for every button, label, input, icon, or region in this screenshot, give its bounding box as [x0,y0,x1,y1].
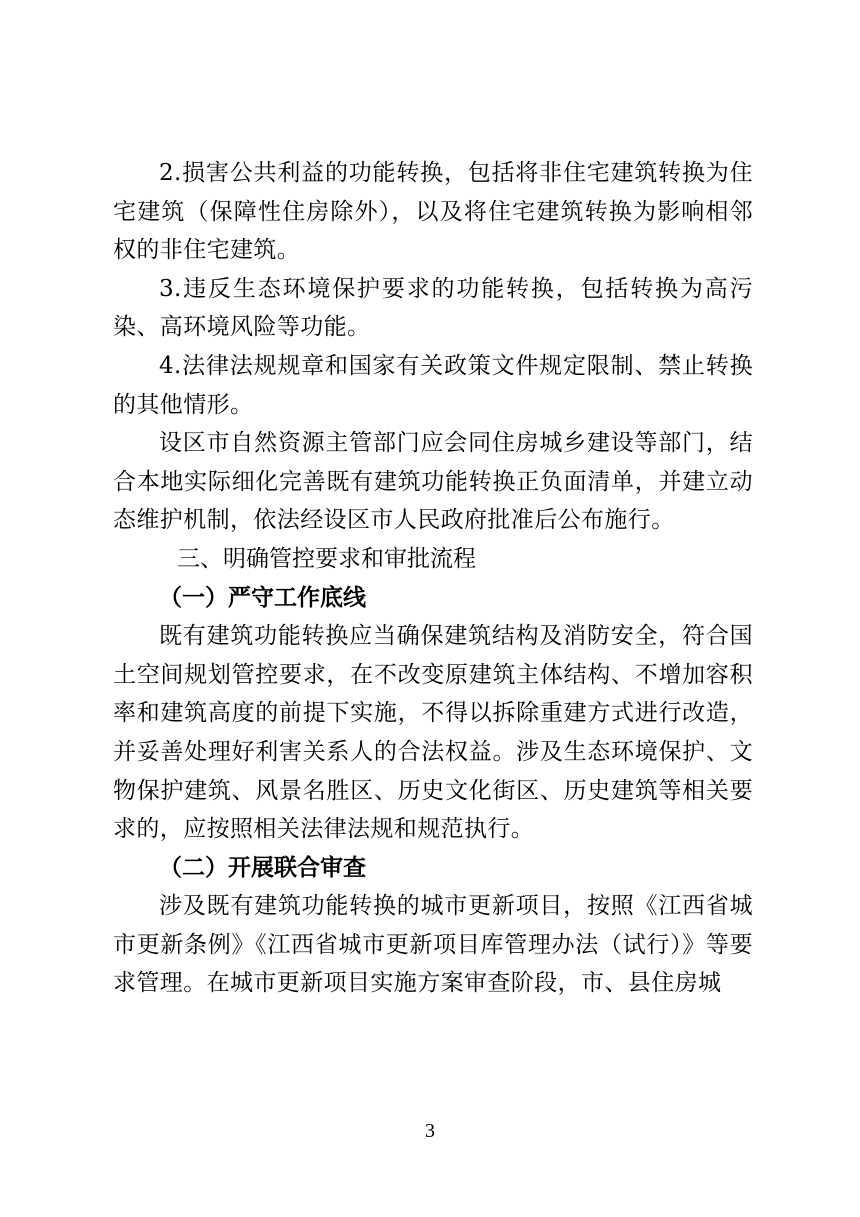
document-body [113,154,753,1003]
paragraph-item-2: 2.损害公共利益的功能转换，包括将非住宅建筑转换为住宅建筑（保障性住房除外），以及将住宅建筑转换为影响相邻权的非住宅建筑。 [113,160,753,264]
section-heading-3: 三、明确管控要求和审批流程 [177,545,476,572]
paragraph-item-4: 4.法律法规规章和国家有关政策文件规定限制、禁止转换的其他情形。 [113,352,753,418]
subsection-heading-2: （二）开展联合审查 [159,854,366,881]
subsection-heading-1: （一）严守工作底线 [159,584,366,611]
paragraph-joint-review: 涉及既有建筑功能转换的城市更新项目，按照《江西省城市更新条例》《江西省城市更新项目库管理办法（试行）》等要求管理。在城市更新项目实施方案审查阶段，市、县住房城 [113,893,753,997]
paragraph-list-maintenance: 设区市自然资源主管部门应会同住房城乡建设等部门，结合本地实际细化完善既有建筑功能转换正负面清单，并建立动态维护机制，依法经设区市人民政府批准后公布施行。 [113,430,753,534]
paragraph-work-baseline: 既有建筑功能转换应当确保建筑结构及消防安全，符合国土空间规划管控要求，在不改变原建筑主体结构、不增加容积率和建筑高度的前提下实施，不得以拆除重建方式进行改造，并妥善处理好利害关系人的合法权益。涉及生态环境保护、文物保护建筑、风景名胜区、历史文化街区、历史建筑等相关要求的，应按照相关法律法规和规范执行。 [113,623,753,843]
paragraph-item-3: 3.违反生态环境保护要求的功能转换，包括转换为高污染、高环境风险等功能。 [113,275,753,341]
page-number: 3 [425,1120,435,1142]
